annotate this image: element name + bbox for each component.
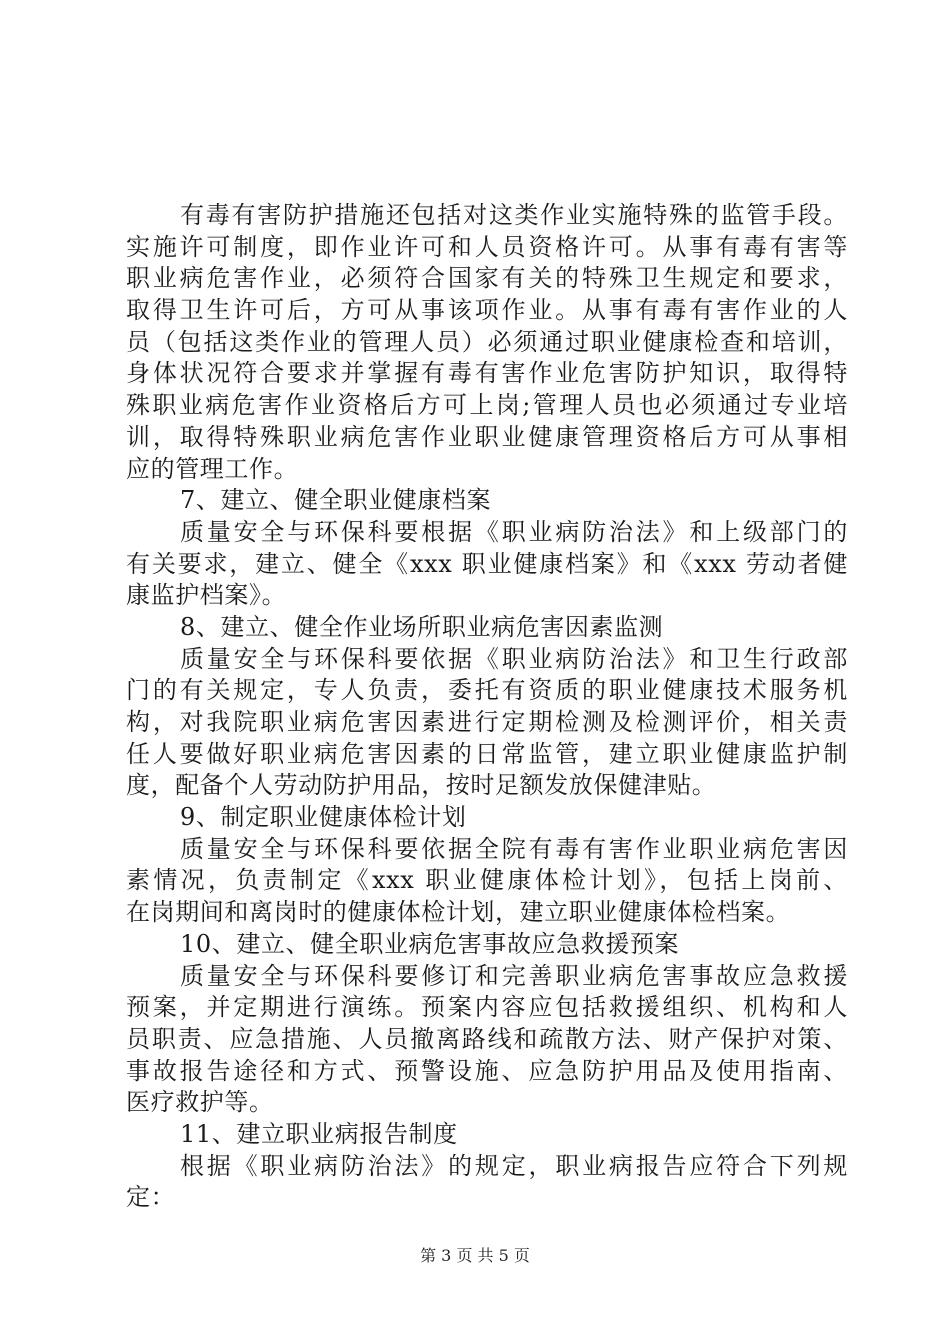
section-heading: 11、建立职业病报告制度 [180,1119,458,1148]
paragraph-line: 康监护档案》。 [126,581,287,610]
paragraph-line: 根据《职业病防治法》的规定，职业病报告应符合下列规 [180,1151,848,1180]
paragraph-line: 质量安全与环保科要依据《职业病防治法》和卫生行政部 [180,644,848,673]
paragraph-line: 训，取得特殊职业病危害作业职业健康管理资格后方可从事相 [126,422,848,451]
paragraph-line: 质量安全与环保科要修订和完善职业病危害事故应急救援 [180,961,848,990]
section-heading: 8、建立、健全作业场所职业病危害因素监测 [180,612,664,641]
section-heading: 9、制定职业健康体检计划 [180,803,467,832]
paragraph-line: 殊职业病危害作业资格后方可上岗;管理人员也必须通过专业培 [126,391,848,420]
paragraph-line: 事故报告途径和方式、预警设施、应急防护用品及使用指南、 [126,1056,848,1085]
section-heading: 7、建立、健全职业健康档案 [180,486,492,515]
paragraph-line: 素情况，负责制定《xxx 职业健康体检计划》，包括上岗前、 [126,866,848,895]
paragraph-line: 实施许可制度，即作业许可和人员资格许可。从事有毒有害等 [126,232,848,261]
section-heading: 10、建立、健全职业病危害事故应急救援预案 [180,929,680,958]
page-number-footer: 第 3 页 共 5 页 [420,1246,530,1265]
paragraph-line: 度，配备个人劳动防护用品，按时足额发放保健津贴。 [126,771,717,800]
paragraph-line: 质量安全与环保科要根据《职业病防治法》和上级部门的 [180,517,848,546]
paragraph-line: 构，对我院职业病危害因素进行定期检测及检测评价，相关责 [126,708,848,736]
paragraph-line: 身体状况符合要求并掌握有毒有害作业危害防护知识，取得特 [126,359,848,388]
paragraph-line: 有毒有害防护措施还包括对这类作业实施特殊的监管手段。 [180,201,848,229]
paragraph-line: 定： [126,1183,176,1212]
paragraph-line: 预案，并定期进行演练。预案内容应包括救援组织、机构和人 [126,993,848,1022]
paragraph-line: 取得卫生许可后，方可从事该项作业。从事有毒有害作业的人 [126,296,848,325]
paragraph-line: 有关要求，建立、健全《xxx 职业健康档案》和《xxx 劳动者健 [126,549,848,578]
paragraph-line: 任人要做好职业病危害因素的日常监管，建立职业健康监护制 [126,739,848,768]
paragraph-line: 在岗期间和离岗时的健康体检计划，建立职业健康体检档案。 [126,898,791,927]
paragraph-line: 员（包括这类作业的管理人员）必须通过职业健康检查和培训， [126,327,848,356]
paragraph-line: 应的管理工作。 [126,454,299,483]
paragraph-line: 医疗救护等。 [126,1088,274,1117]
paragraph-line: 门的有关规定，专人负责，委托有资质的职业健康技术服务机 [126,676,848,705]
paragraph-line: 质量安全与环保科要依据全院有毒有害作业职业病危害因 [180,834,848,863]
paragraph-line: 职业病危害作业，必须符合国家有关的特殊卫生规定和要求， [126,264,848,293]
document-body [126,200,848,1214]
paragraph-line: 员职责、应急措施、人员撤离路线和疏散方法、财产保护对策、 [126,1024,848,1053]
